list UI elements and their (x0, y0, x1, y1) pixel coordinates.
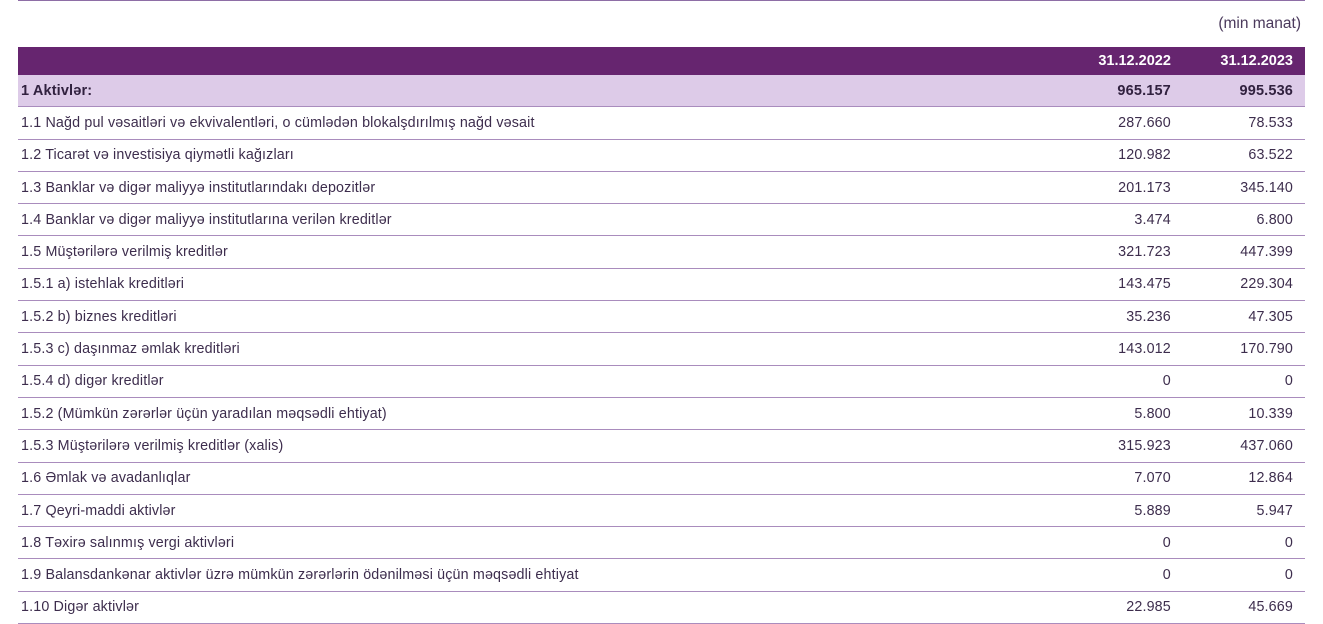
row-value-period-1: 0 (1061, 365, 1183, 397)
row-value-period-1: 35.236 (1061, 301, 1183, 333)
row-label: 1.5.4 d) digər kreditlər (18, 365, 1061, 397)
row-value-period-2: 995.536 (1183, 75, 1305, 107)
row-value-period-1: 143.475 (1061, 268, 1183, 300)
table-header-row (18, 47, 1305, 75)
row-value-period-1: 143.012 (1061, 333, 1183, 365)
row-value-period-2: 447.399 (1183, 236, 1305, 268)
row-value-period-1: 965.157 (1061, 75, 1183, 107)
table-row (18, 559, 1305, 591)
row-label: 1 Aktivlər: (18, 75, 1061, 107)
table-row (18, 397, 1305, 429)
row-value-period-2: 47.305 (1183, 301, 1305, 333)
row-value-period-1: 287.660 (1061, 107, 1183, 139)
row-value-period-2: 229.304 (1183, 268, 1305, 300)
row-value-period-2: 12.864 (1183, 462, 1305, 494)
row-value-period-1: 22.985 (1061, 591, 1183, 623)
row-value-period-2: 345.140 (1183, 171, 1305, 203)
assets-table (18, 47, 1305, 624)
table-row (18, 494, 1305, 526)
table-row (18, 365, 1305, 397)
row-value-period-2: 5.947 (1183, 494, 1305, 526)
row-value-period-2: 78.533 (1183, 107, 1305, 139)
row-value-period-1: 201.173 (1061, 171, 1183, 203)
row-value-period-1: 7.070 (1061, 462, 1183, 494)
row-value-period-1: 321.723 (1061, 236, 1183, 268)
table-row (18, 268, 1305, 300)
row-label: 1.5.3 Müştərilərə verilmiş kreditlər (xalis) (18, 430, 1061, 462)
row-label: 1.5 Müştərilərə verilmiş kreditlər (18, 236, 1061, 268)
column-header-period-2: 31.12.2023 (1183, 47, 1305, 75)
row-label: 1.8 Təxirə salınmış vergi aktivləri (18, 527, 1061, 559)
row-value-period-2: 63.522 (1183, 139, 1305, 171)
column-header-label (18, 47, 1061, 75)
table-row (18, 462, 1305, 494)
row-label: 1.7 Qeyri-maddi aktivlər (18, 494, 1061, 526)
row-label: 1.9 Balansdankənar aktivlər üzrə mümkün zərərlərin ödənilməsi üçün məqsədli ehtiyat (18, 559, 1061, 591)
row-value-period-2: 6.800 (1183, 204, 1305, 236)
row-label: 1.5.1 a) istehlak kreditləri (18, 268, 1061, 300)
table-row (18, 139, 1305, 171)
table-row (18, 301, 1305, 333)
row-label: 1.5.2 (Mümkün zərərlər üçün yaradılan məqsədli ehtiyat) (18, 397, 1061, 429)
row-value-period-2: 170.790 (1183, 333, 1305, 365)
row-label: 1.1 Nağd pul vəsaitləri və ekvivalentləri, o cümlədən blokalşdırılmış nağd vəsait (18, 107, 1061, 139)
column-header-period-1: 31.12.2022 (1061, 47, 1183, 75)
table-row (18, 107, 1305, 139)
row-value-period-1: 5.889 (1061, 494, 1183, 526)
table-header (18, 47, 1305, 75)
row-value-period-2: 0 (1183, 527, 1305, 559)
row-value-period-1: 0 (1061, 559, 1183, 591)
row-label: 1.5.2 b) biznes kreditləri (18, 301, 1061, 333)
row-value-period-1: 0 (1061, 527, 1183, 559)
table-row (18, 204, 1305, 236)
row-label: 1.3 Banklar və digər maliyyə institutlarındakı depozitlər (18, 171, 1061, 203)
table-row (18, 171, 1305, 203)
table-row (18, 430, 1305, 462)
table-row (18, 75, 1305, 107)
row-label: 1.10 Digər aktivlər (18, 591, 1061, 623)
table-row (18, 236, 1305, 268)
table-row (18, 527, 1305, 559)
row-value-period-2: 10.339 (1183, 397, 1305, 429)
row-value-period-2: 437.060 (1183, 430, 1305, 462)
row-value-period-1: 5.800 (1061, 397, 1183, 429)
row-value-period-1: 315.923 (1061, 430, 1183, 462)
row-value-period-2: 45.669 (1183, 591, 1305, 623)
table-row (18, 333, 1305, 365)
row-label: 1.2 Ticarət və investisiya qiymətli kağızları (18, 139, 1061, 171)
row-label: 1.5.3 c) daşınmaz əmlak kreditləri (18, 333, 1061, 365)
row-label: 1.4 Banklar və digər maliyyə institutlarına verilən kreditlər (18, 204, 1061, 236)
row-value-period-2: 0 (1183, 559, 1305, 591)
table-row (18, 591, 1305, 623)
unit-note: (min manat) (1218, 15, 1301, 32)
row-label: 1.6 Əmlak və avadanlıqlar (18, 462, 1061, 494)
table-body (18, 75, 1305, 624)
unit-note-row (18, 1, 1305, 47)
row-value-period-1: 120.982 (1061, 139, 1183, 171)
row-value-period-1: 3.474 (1061, 204, 1183, 236)
row-value-period-2: 0 (1183, 365, 1305, 397)
